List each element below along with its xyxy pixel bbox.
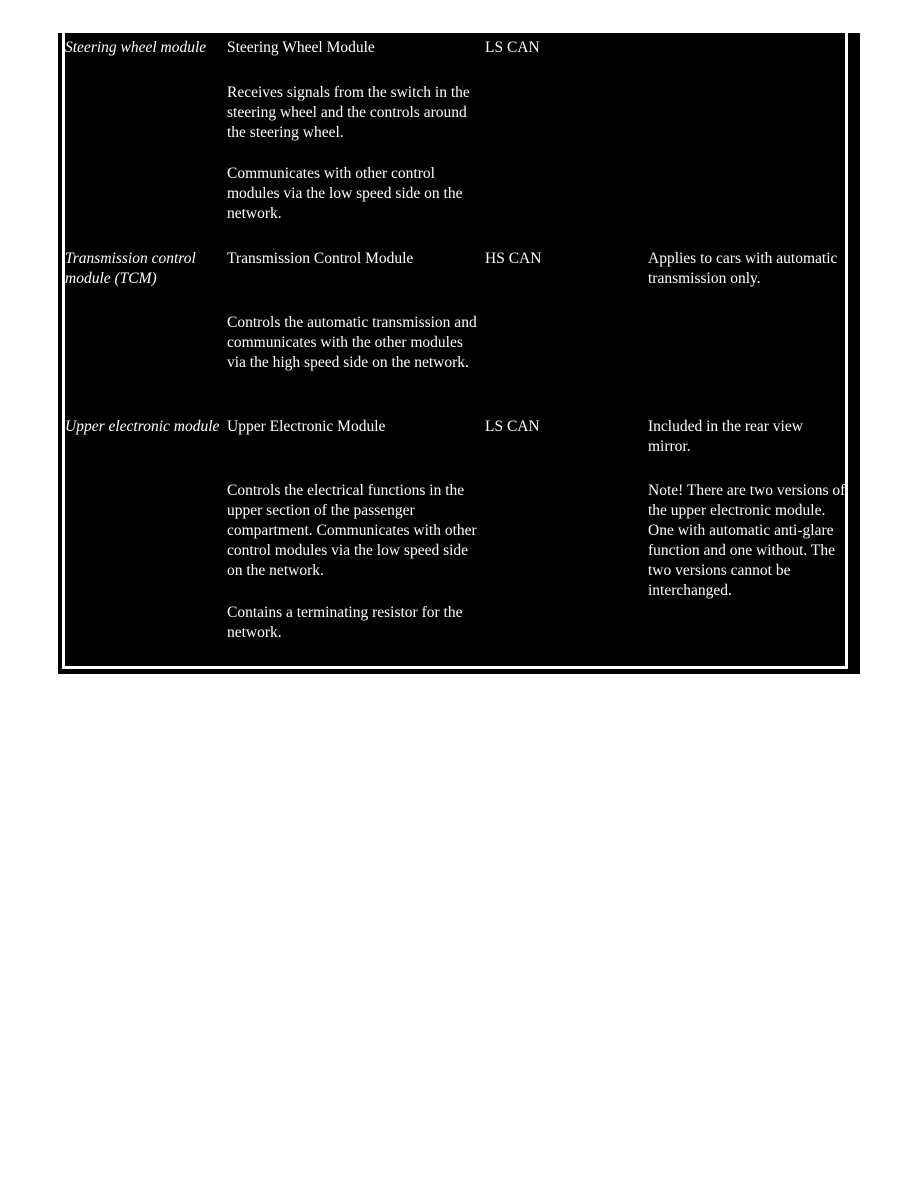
row-uem-name: Upper electronic module xyxy=(65,418,220,435)
row-tcm-note-1: Applies to cars with automatic transmission only. xyxy=(648,250,838,287)
row-steering-bus: LS CAN xyxy=(485,39,540,56)
row-steering-title: Steering Wheel Module xyxy=(227,39,375,56)
row-uem-note-2: Note! There are two versions of the upper electronic module. One with automatic anti-glare function and one without. The two versions cannot be interchanged. xyxy=(648,482,846,599)
row-tcm-bus: HS CAN xyxy=(485,250,542,267)
row-steering-name: Steering wheel module xyxy=(65,39,207,56)
row-steering-paragraph-2: Communicates with other control modules via the low speed side on the network. xyxy=(227,165,463,222)
row-uem-paragraph-1: Controls the electrical functions in the upper section of the passenger compartment. Communicates with other control modules via the low speed side on the network. xyxy=(227,482,477,579)
row-uem-title: Upper Electronic Module xyxy=(227,418,386,435)
row-tcm-paragraph-1: Controls the automatic transmission and communicates with the other modules via the high speed side on the network. xyxy=(227,314,477,371)
row-uem-note-1: Included in the rear view mirror. xyxy=(648,418,803,455)
row-tcm-name: Transmission control module (TCM) xyxy=(65,250,196,287)
row-tcm-title: Transmission Control Module xyxy=(227,250,414,267)
row-steering-paragraph-1: Receives signals from the switch in the steering wheel and the controls around the steering wheel. xyxy=(227,84,470,141)
row-uem-paragraph-2: Contains a terminating resistor for the network. xyxy=(227,604,463,641)
module-table xyxy=(58,33,860,674)
row-uem-bus: LS CAN xyxy=(485,418,540,435)
